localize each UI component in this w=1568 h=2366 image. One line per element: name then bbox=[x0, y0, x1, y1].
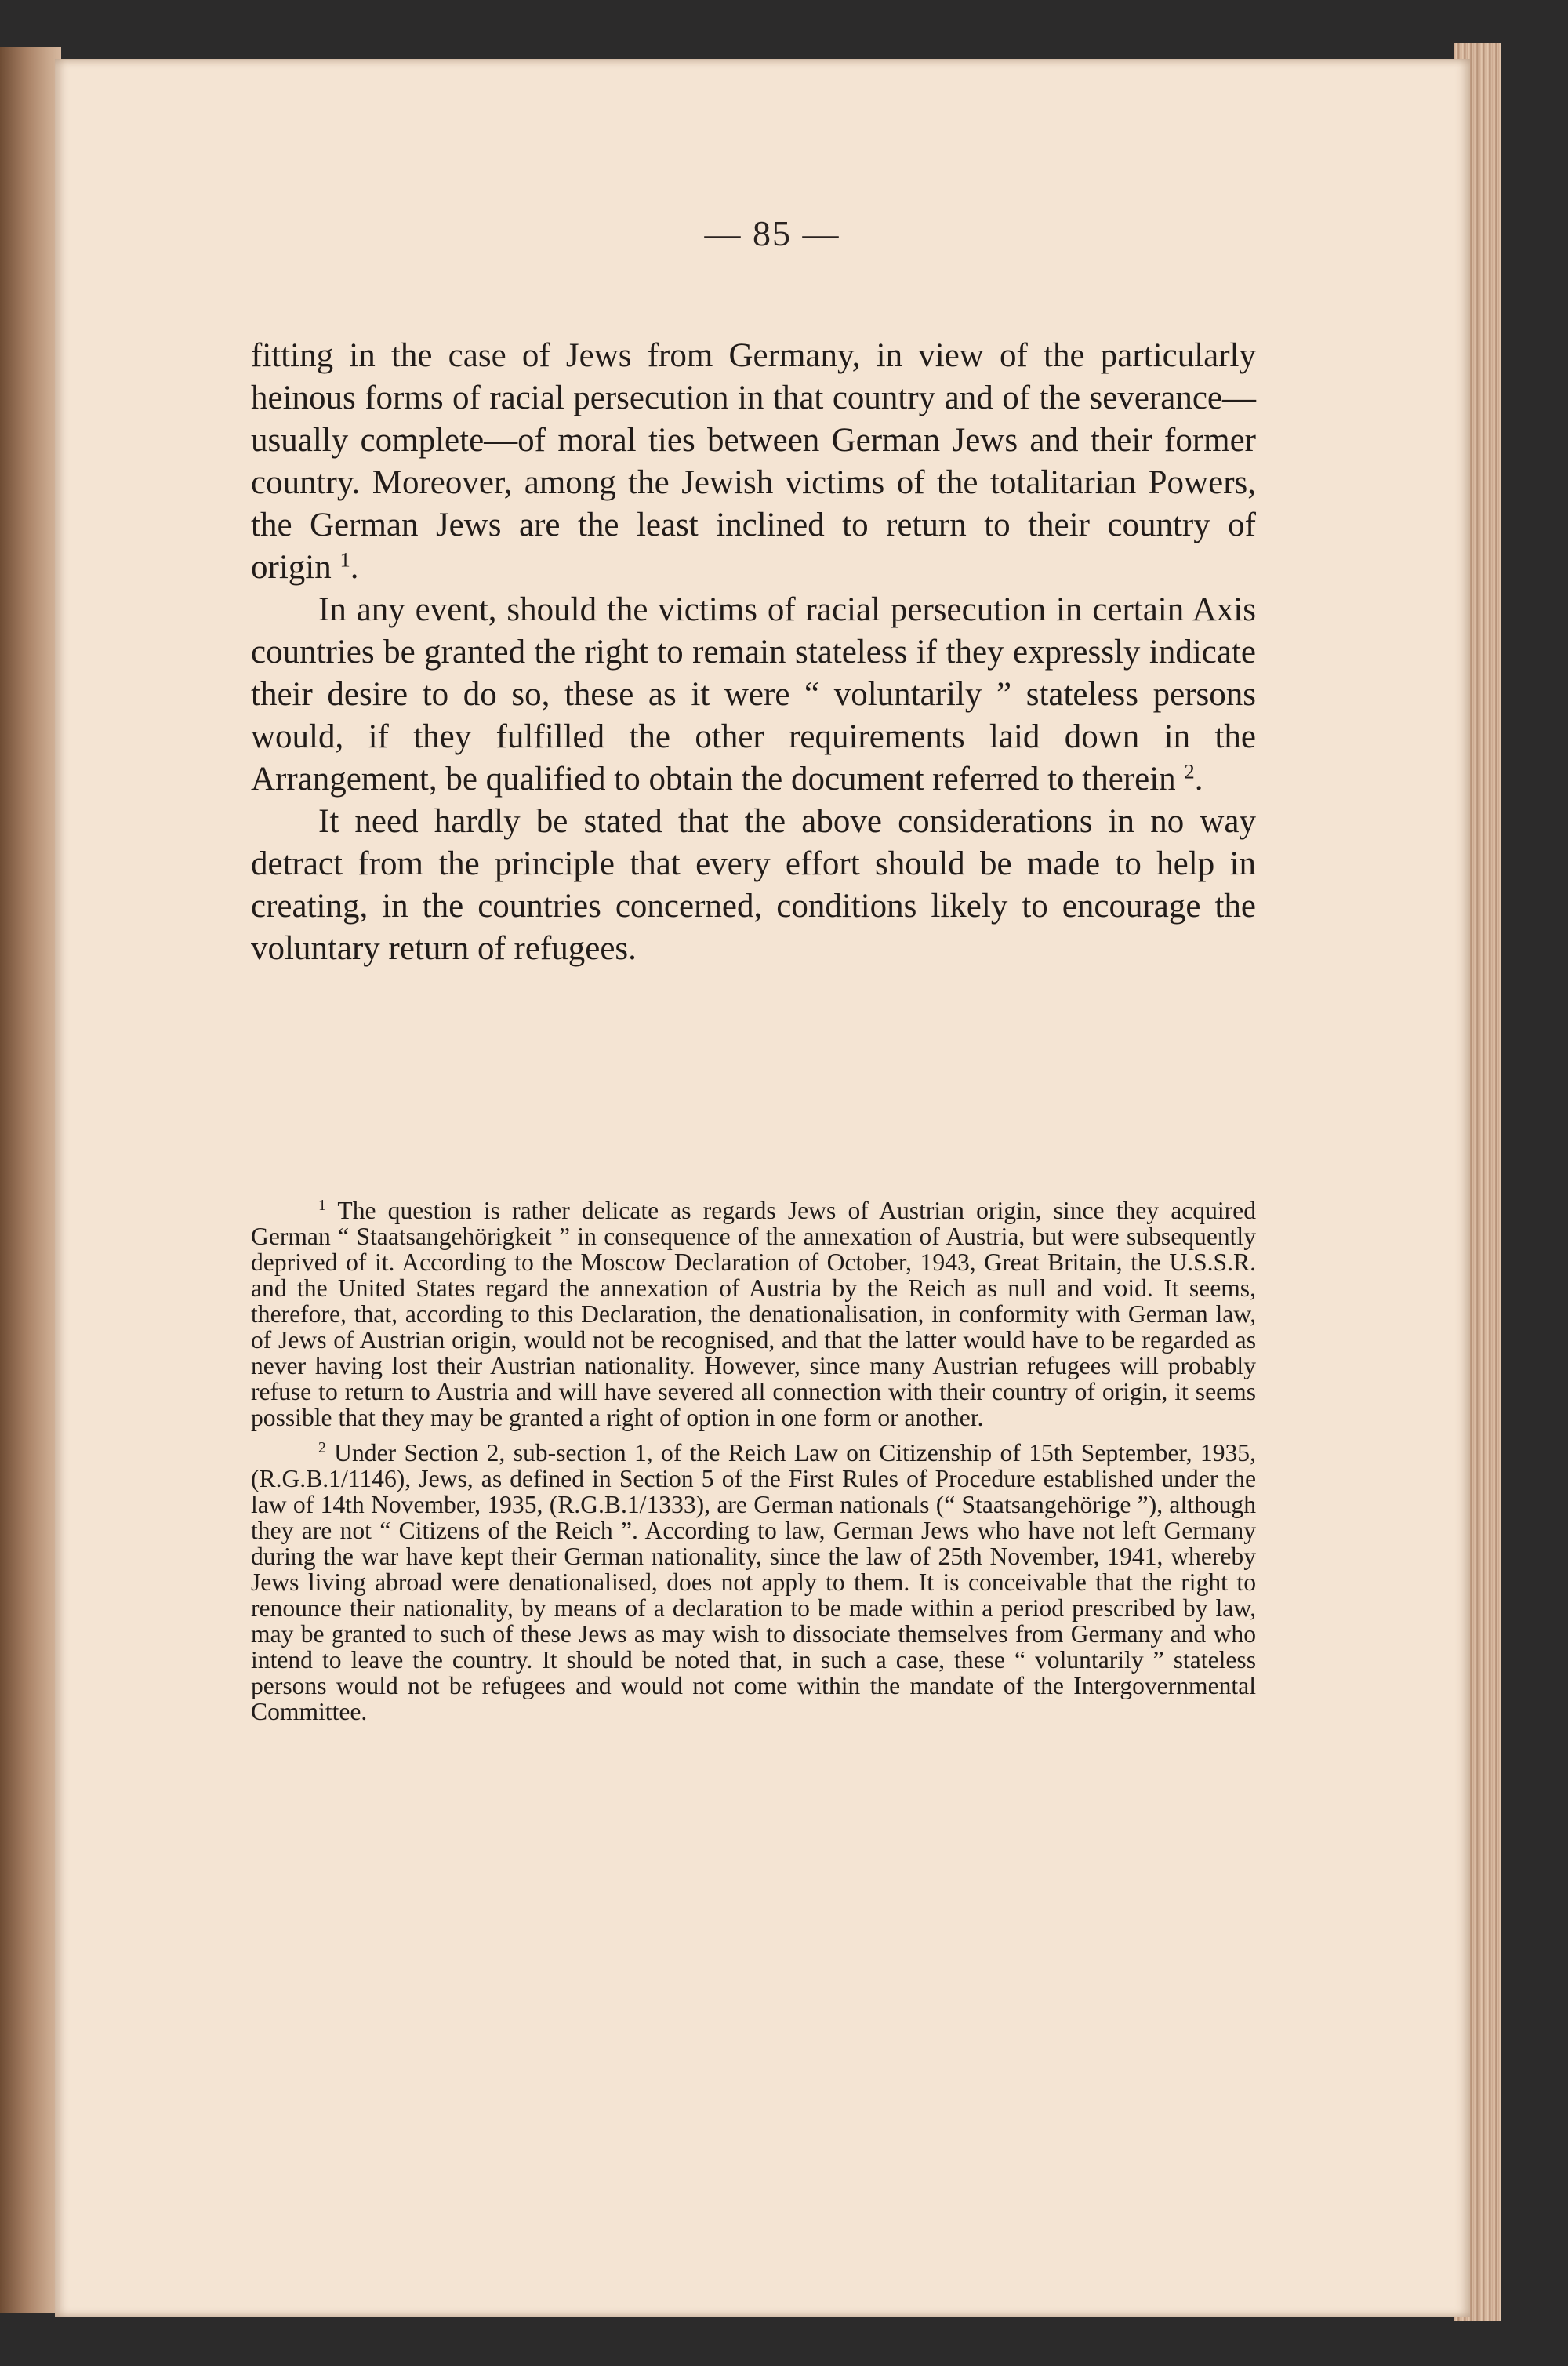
paragraph-1-end: . bbox=[350, 549, 359, 586]
paragraph-1 bbox=[251, 335, 1256, 589]
footnote-2-text: Under Section 2, sub-section 1, of the Reich Law on Citizenship of 15th September, 1935, (R.G.B.1/1146), Jews, as defined in Section 5 of the First Rules of Procedure established under the law of 14th November, 1935, (R.G.B.1/1333), are German nationals (“ Staatsangehörige ”), although they are not “ Citizens of the Reich ”. According to law, German Jews who have not left Germany during the war have kept their German nationality, since the law of 25th November, 1941, whereby Jews living abroad were denationalised, does not apply to them. It is conceivable that the right to renounce their nationality, by means of a declaration to be made within a period prescribed by law, may be granted to such of these Jews as may wish to dissociate themselves from Germany and who intend to leave the country. It should be noted that, in such a case, these “ voluntarily ” stateless persons would not be refugees and would not come within the mandate of the Intergovernmental Committee. bbox=[251, 1439, 1256, 1725]
footnote-2-marker: 2 bbox=[318, 1440, 326, 1457]
book-page bbox=[55, 59, 1470, 2317]
paragraph-3: It need hardly be stated that the above considerations in no way detract from the principle that every effort should be made to help in creating, in the countries concerned, conditions likely to encourage the voluntary return of refugees. bbox=[251, 803, 1256, 967]
book-left-edge bbox=[0, 47, 61, 2313]
paragraph-2-end: . bbox=[1194, 761, 1203, 798]
paragraph-1-text: fitting in the case of Jews from Germany, in view of the particularly heinous forms of racial persecution in that country and of the severance—usually complete—of moral ties between German Jews and their former country. Moreover, among the Jewish victims of the totalitarian Powers, the German Jews are the least inclined to return to their country of origin bbox=[251, 337, 1256, 586]
main-text bbox=[251, 335, 1256, 970]
footnote-1-marker: 1 bbox=[318, 1198, 326, 1215]
footnotes bbox=[251, 1198, 1256, 1725]
paragraph-2-text: In any event, should the victims of racial persecution in certain Axis countries be granted the right to remain stateless if they expressly indicate their desire to do so, these as it were “ voluntarily ” stateless persons would, if they fulfilled the other requirements laid down in the Arrangement, be qualified to obtain the document referred to therein bbox=[251, 591, 1256, 798]
footnote-1-text: The question is rather delicate as regards Jews of Austrian origin, since they acquired German “ Staatsangehörigkeit ” in consequence of the annexation of Austria, but were subsequently deprived of it. According to the Moscow Declaration of October, 1943, Great Britain, the U.S.S.R. and the United States regard the annexation of Austria by the Reich as null and void. It seems, therefore, that, according to this Declaration, the denationalisation, in conformity with German law, of Jews of Austrian origin, would not be recognised, and that the latter would have to be regarded as never having lost their Austrian nationality. However, since many Austrian refugees will probably refuse to return to Austria and will have severed all connection with their country of origin, it seems possible that they may be granted a right of option in one form or another. bbox=[251, 1197, 1257, 1431]
page-number: — 85 — bbox=[704, 213, 840, 253]
paragraph-2 bbox=[251, 589, 1256, 801]
footnote-ref-2: 2 bbox=[1184, 759, 1195, 783]
footnote-2 bbox=[251, 1440, 1256, 1725]
footnote-ref-1: 1 bbox=[339, 547, 350, 572]
footnote-1 bbox=[251, 1198, 1256, 1430]
